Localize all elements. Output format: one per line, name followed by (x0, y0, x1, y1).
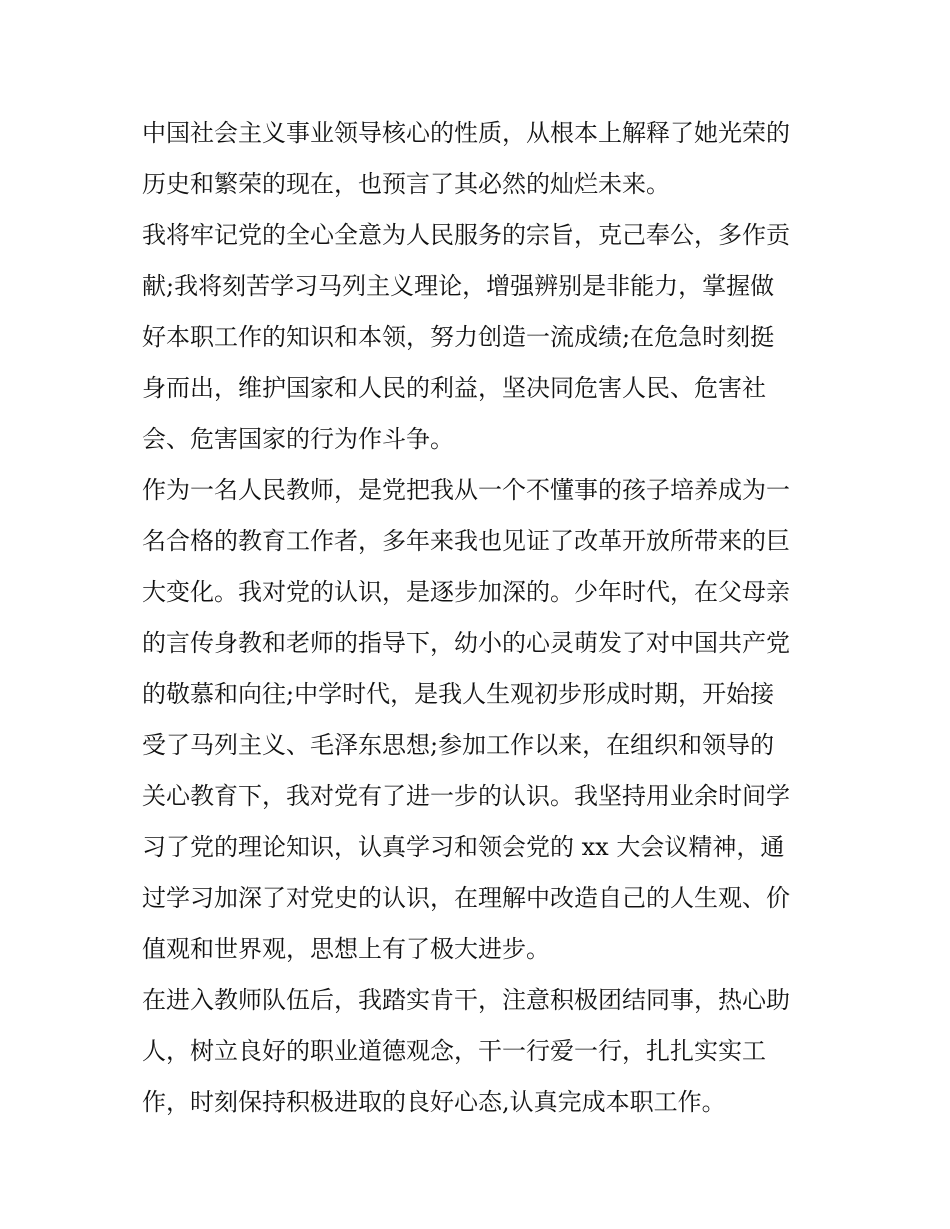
text-line: 名合格的教育工作者，多年来我也见证了改革开放所带来的巨 (142, 527, 790, 555)
text-line: 献;我将刻苦学习马列主义理论，增强辨别是非能力，掌握做 (142, 272, 775, 300)
text-line: 中国社会主义事业领导核心的性质，从根本上解释了她光荣的 (142, 119, 790, 147)
text-line: 过学习加深了对党史的认识，在理解中改造自己的人生观、价 (142, 884, 790, 912)
text-line: 会、危害国家的行为作斗争。 (142, 425, 454, 453)
text-line: 在进入教师队伍后，我踏实肯干，注意积极团结同事，热心助 (142, 986, 790, 1014)
text-line: 历史和繁荣的现在，也预言了其必然的灿烂未来。 (142, 170, 670, 198)
text-line: 人，树立良好的职业道德观念，干一行爱一行，扎扎实实工 (142, 1037, 766, 1065)
text-line: 我将牢记党的全心全意为人民服务的宗旨，克己奉公，多作贡 (142, 221, 790, 249)
text-line: 的言传身教和老师的指导下，幼小的心灵萌发了对中国共产党 (142, 629, 790, 657)
text-line: 作，时刻保持积极进取的良好心态,认真完成本职工作。 (142, 1088, 726, 1116)
text-line: 受了马列主义、毛泽东思想;参加工作以来，在组织和领导的 (142, 731, 775, 759)
text-line: 身而出，维护国家和人民的利益，坚决同危害人民、危害社 (142, 374, 766, 402)
text-line: 大变化。我对党的认识，是逐步加深的。少年时代，在父母亲 (142, 578, 790, 606)
text-line: 好本职工作的知识和本领，努力创造一流成绩;在危急时刻挺 (142, 323, 775, 351)
text-line: 的敬慕和向往;中学时代，是我人生观初步形成时期，开始接 (142, 680, 775, 708)
text-line: 习了党的理论知识，认真学习和领会党的 xx 大会议精神，通 (142, 833, 785, 861)
text-line: 作为一名人民教师，是党把我从一个不懂事的孩子培养成为一 (142, 476, 790, 504)
text-line: 值观和世界观，思想上有了极大进步。 (142, 935, 550, 963)
text-line: 关心教育下，我对党有了进一步的认识。我坚持用业余时间学 (142, 782, 790, 810)
body-text (142, 108, 822, 1128)
